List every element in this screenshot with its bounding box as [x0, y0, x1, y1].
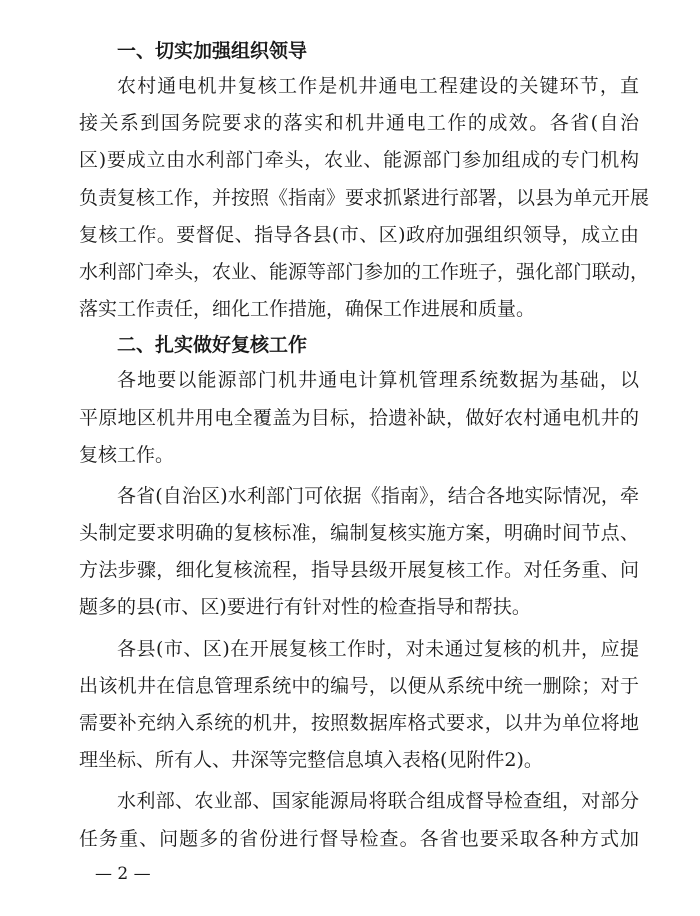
- text-line: 水利部、农业部、国家能源局将联合组成督导检查组，对部分: [117, 790, 639, 813]
- text-line: 理坐标、所有人、井深等完整信息填入表格(见附件2)。: [79, 749, 543, 772]
- section-heading-2: 二、扎实做好复核工作: [117, 334, 308, 357]
- text-line: 任务重、问题多的省份进行督导检查。各省也要采取各种方式加: [79, 827, 639, 850]
- text-line: 农村通电机井复核工作是机井通电工程建设的关键环节，直: [117, 75, 639, 97]
- paragraph-3: [79, 478, 639, 627]
- section-heading-1: 一、切实加强组织领导: [117, 40, 308, 62]
- text-line: 水利部门牵头，农业、能源等部门参加的工作班子，强化部门联动，: [79, 260, 650, 283]
- text-line: 平原地区机井用电全覆盖为目标，拾遗补缺，做好农村通电机井的: [79, 406, 639, 429]
- text-line: 头制定要求明确的复核标准，编制复核实施方案，明确时间节点、: [79, 522, 639, 545]
- text-line: 题多的县(市、区)要进行有针对性的检查指导和帮扶。: [79, 596, 531, 619]
- paragraph-4: [79, 631, 639, 780]
- text-line: 需要补充纳入系统的机井，按照数据库格式要求，以井为单位将地: [79, 712, 639, 734]
- text-line: 负责复核工作，并按照《指南》要求抓紧进行部署，以县为单元开展: [79, 186, 650, 209]
- text-line: 复核工作。要督促、指导各县(市、区)政府加强组织领导，成立由: [79, 223, 639, 246]
- paragraph-1: [79, 68, 650, 328]
- text-line: 各地要以能源部门机井通电计算机管理系统数据为基础，以: [117, 369, 639, 392]
- text-line: 各省(自治区)水利部门可依据《指南》，结合各地实际情况，牵: [117, 484, 639, 507]
- paragraph-2: [79, 362, 639, 474]
- page-number: — 2 —: [95, 864, 151, 884]
- text-line: 出该机井在信息管理系统中的编号，以便从系统中统一删除；对于: [79, 674, 639, 697]
- text-line: 方法步骤，细化复核流程，指导县级开展复核工作。对任务重、问: [79, 559, 639, 582]
- paragraph-5: [79, 783, 639, 857]
- text-line: 各县(市、区)在开展复核工作时，对未通过复核的机井，应提: [117, 637, 639, 660]
- text-line: 接关系到国务院要求的落实和机井通电工作的成效。各省(自治: [79, 112, 639, 135]
- text-line: 落实工作责任，细化工作措施，确保工作进展和质量。: [79, 298, 536, 321]
- document-body: [79, 34, 650, 858]
- text-line: 区)要成立由水利部门牵头，农业、能源部门参加组成的专门机构: [79, 149, 639, 172]
- text-line: 复核工作。: [79, 443, 175, 466]
